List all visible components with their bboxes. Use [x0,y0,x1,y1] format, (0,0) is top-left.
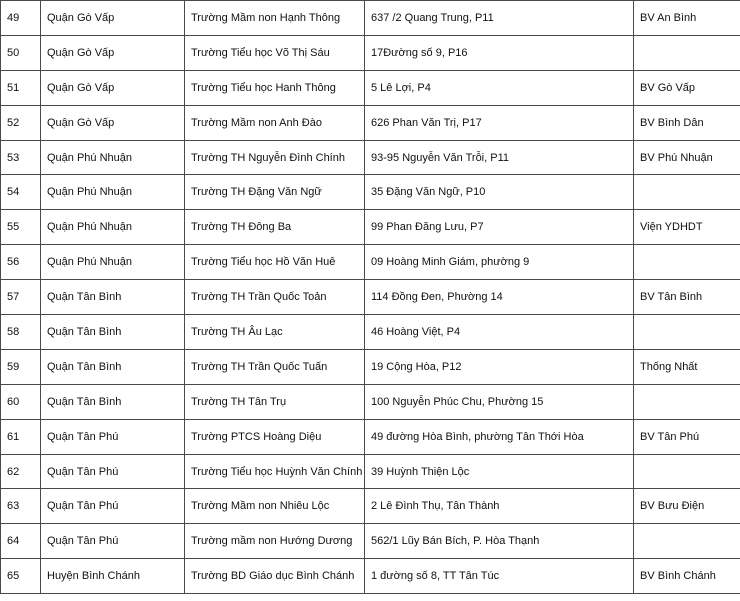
school-name-cell: Trường PTCS Hoàng Diệu [185,419,365,454]
address-cell: 49 đường Hòa Bình, phường Tân Thới Hòa [365,419,634,454]
address-cell: 114 Đồng Đen, Phường 14 [365,280,634,315]
table-row [1,105,740,140]
address-cell: 39 Huỳnh Thiện Lộc [365,454,634,489]
district-cell: Quận Tân Phú [41,419,185,454]
district-cell: Quận Gò Vấp [41,35,185,70]
school-name-cell: Trường Tiểu học Huỳnh Văn Chính [185,454,365,489]
row-number-cell: 62 [1,454,41,489]
table-row [1,315,740,350]
district-cell: Huyện Bình Chánh [41,559,185,594]
school-name-cell: Trường Mầm non Hạnh Thông [185,1,365,36]
district-cell: Quận Phú Nhuận [41,210,185,245]
row-number-cell: 55 [1,210,41,245]
hospital-cell [634,454,740,489]
district-cell: Quận Tân Bình [41,315,185,350]
hospital-cell [634,175,740,210]
table-row [1,559,740,594]
address-cell: 35 Đặng Văn Ngữ, P10 [365,175,634,210]
row-number-cell: 53 [1,140,41,175]
table-row [1,419,740,454]
school-name-cell: Trường Tiểu học Võ Thị Sáu [185,35,365,70]
school-name-cell: Trường Tiểu học Hồ Văn Huê [185,245,365,280]
hospital-cell: BV An Bình [634,1,740,36]
school-name-cell: Trường TH Trần Quốc Tuấn [185,349,365,384]
district-cell: Quận Tân Bình [41,280,185,315]
hospital-cell: BV Tân Phú [634,419,740,454]
district-cell: Quận Gò Vấp [41,105,185,140]
district-cell: Quận Phú Nhuận [41,175,185,210]
row-number-cell: 59 [1,349,41,384]
school-name-cell: Trường TH Đông Ba [185,210,365,245]
row-number-cell: 50 [1,35,41,70]
row-number-cell: 65 [1,559,41,594]
row-number-cell: 60 [1,384,41,419]
school-name-cell: Trường BD Giáo dục Bình Chánh [185,559,365,594]
table-row [1,280,740,315]
table-row [1,454,740,489]
hospital-cell [634,384,740,419]
district-cell: Quận Gò Vấp [41,1,185,36]
row-number-cell: 57 [1,280,41,315]
address-cell: 46 Hoàng Việt, P4 [365,315,634,350]
school-name-cell: Trường TH Nguyễn Đình Chính [185,140,365,175]
hospital-cell [634,315,740,350]
table-row [1,489,740,524]
address-cell: 100 Nguyễn Phúc Chu, Phường 15 [365,384,634,419]
school-name-cell: Trường TH Âu Lạc [185,315,365,350]
school-name-cell: Trường TH Trần Quốc Toản [185,280,365,315]
row-number-cell: 64 [1,524,41,559]
school-name-cell: Trường Mầm non Anh Đào [185,105,365,140]
hospital-cell [634,245,740,280]
address-cell: 09 Hoàng Minh Giám, phường 9 [365,245,634,280]
district-cell: Quận Phú Nhuận [41,245,185,280]
address-cell: 99 Phan Đăng Lưu, P7 [365,210,634,245]
address-cell: 637 /2 Quang Trung, P11 [365,1,634,36]
table-row [1,524,740,559]
address-cell: 5 Lê Lợi, P4 [365,70,634,105]
table-row [1,35,740,70]
school-name-cell: Trường Tiểu học Hanh Thông [185,70,365,105]
district-cell: Quận Tân Bình [41,349,185,384]
table-row [1,210,740,245]
hospital-cell: BV Bưu Điện [634,489,740,524]
hospital-cell: Thống Nhất [634,349,740,384]
table-row [1,140,740,175]
table-row [1,384,740,419]
hospital-cell: Viện YDHDT [634,210,740,245]
school-name-cell: Trường TH Tân Trụ [185,384,365,419]
school-name-cell: Trường Mầm non Nhiêu Lộc [185,489,365,524]
hospital-cell: BV Phú Nhuận [634,140,740,175]
table-row [1,175,740,210]
district-cell: Quận Gò Vấp [41,70,185,105]
district-cell: Quận Tân Phú [41,489,185,524]
row-number-cell: 61 [1,419,41,454]
address-cell: 19 Cộng Hòa, P12 [365,349,634,384]
row-number-cell: 63 [1,489,41,524]
district-cell: Quận Phú Nhuận [41,140,185,175]
table-row [1,1,740,36]
hospital-cell [634,35,740,70]
hospital-cell: BV Gò Vấp [634,70,740,105]
table-row [1,349,740,384]
address-cell: 17Đường số 9, P16 [365,35,634,70]
row-number-cell: 58 [1,315,41,350]
hospital-cell [634,524,740,559]
row-number-cell: 54 [1,175,41,210]
row-number-cell: 56 [1,245,41,280]
table-row [1,70,740,105]
table-row [1,245,740,280]
address-cell: 562/1 Lũy Bán Bích, P. Hòa Thạnh [365,524,634,559]
hospital-cell: BV Tân Bình [634,280,740,315]
hospital-cell: BV Bình Dân [634,105,740,140]
table-body [1,1,740,594]
hospital-cell: BV Bình Chánh [634,559,740,594]
school-name-cell: Trường TH Đặng Văn Ngữ [185,175,365,210]
row-number-cell: 51 [1,70,41,105]
address-cell: 1 đường số 8, TT Tân Túc [365,559,634,594]
address-cell: 626 Phan Văn Trị, P17 [365,105,634,140]
row-number-cell: 49 [1,1,41,36]
address-cell: 2 Lê Đình Thụ, Tân Thành [365,489,634,524]
address-cell: 93-95 Nguyễn Văn Trỗi, P11 [365,140,634,175]
district-cell: Quận Tân Bình [41,384,185,419]
district-cell: Quận Tân Phú [41,524,185,559]
district-cell: Quận Tân Phú [41,454,185,489]
school-name-cell: Trường mầm non Hướng Dương [185,524,365,559]
row-number-cell: 52 [1,105,41,140]
